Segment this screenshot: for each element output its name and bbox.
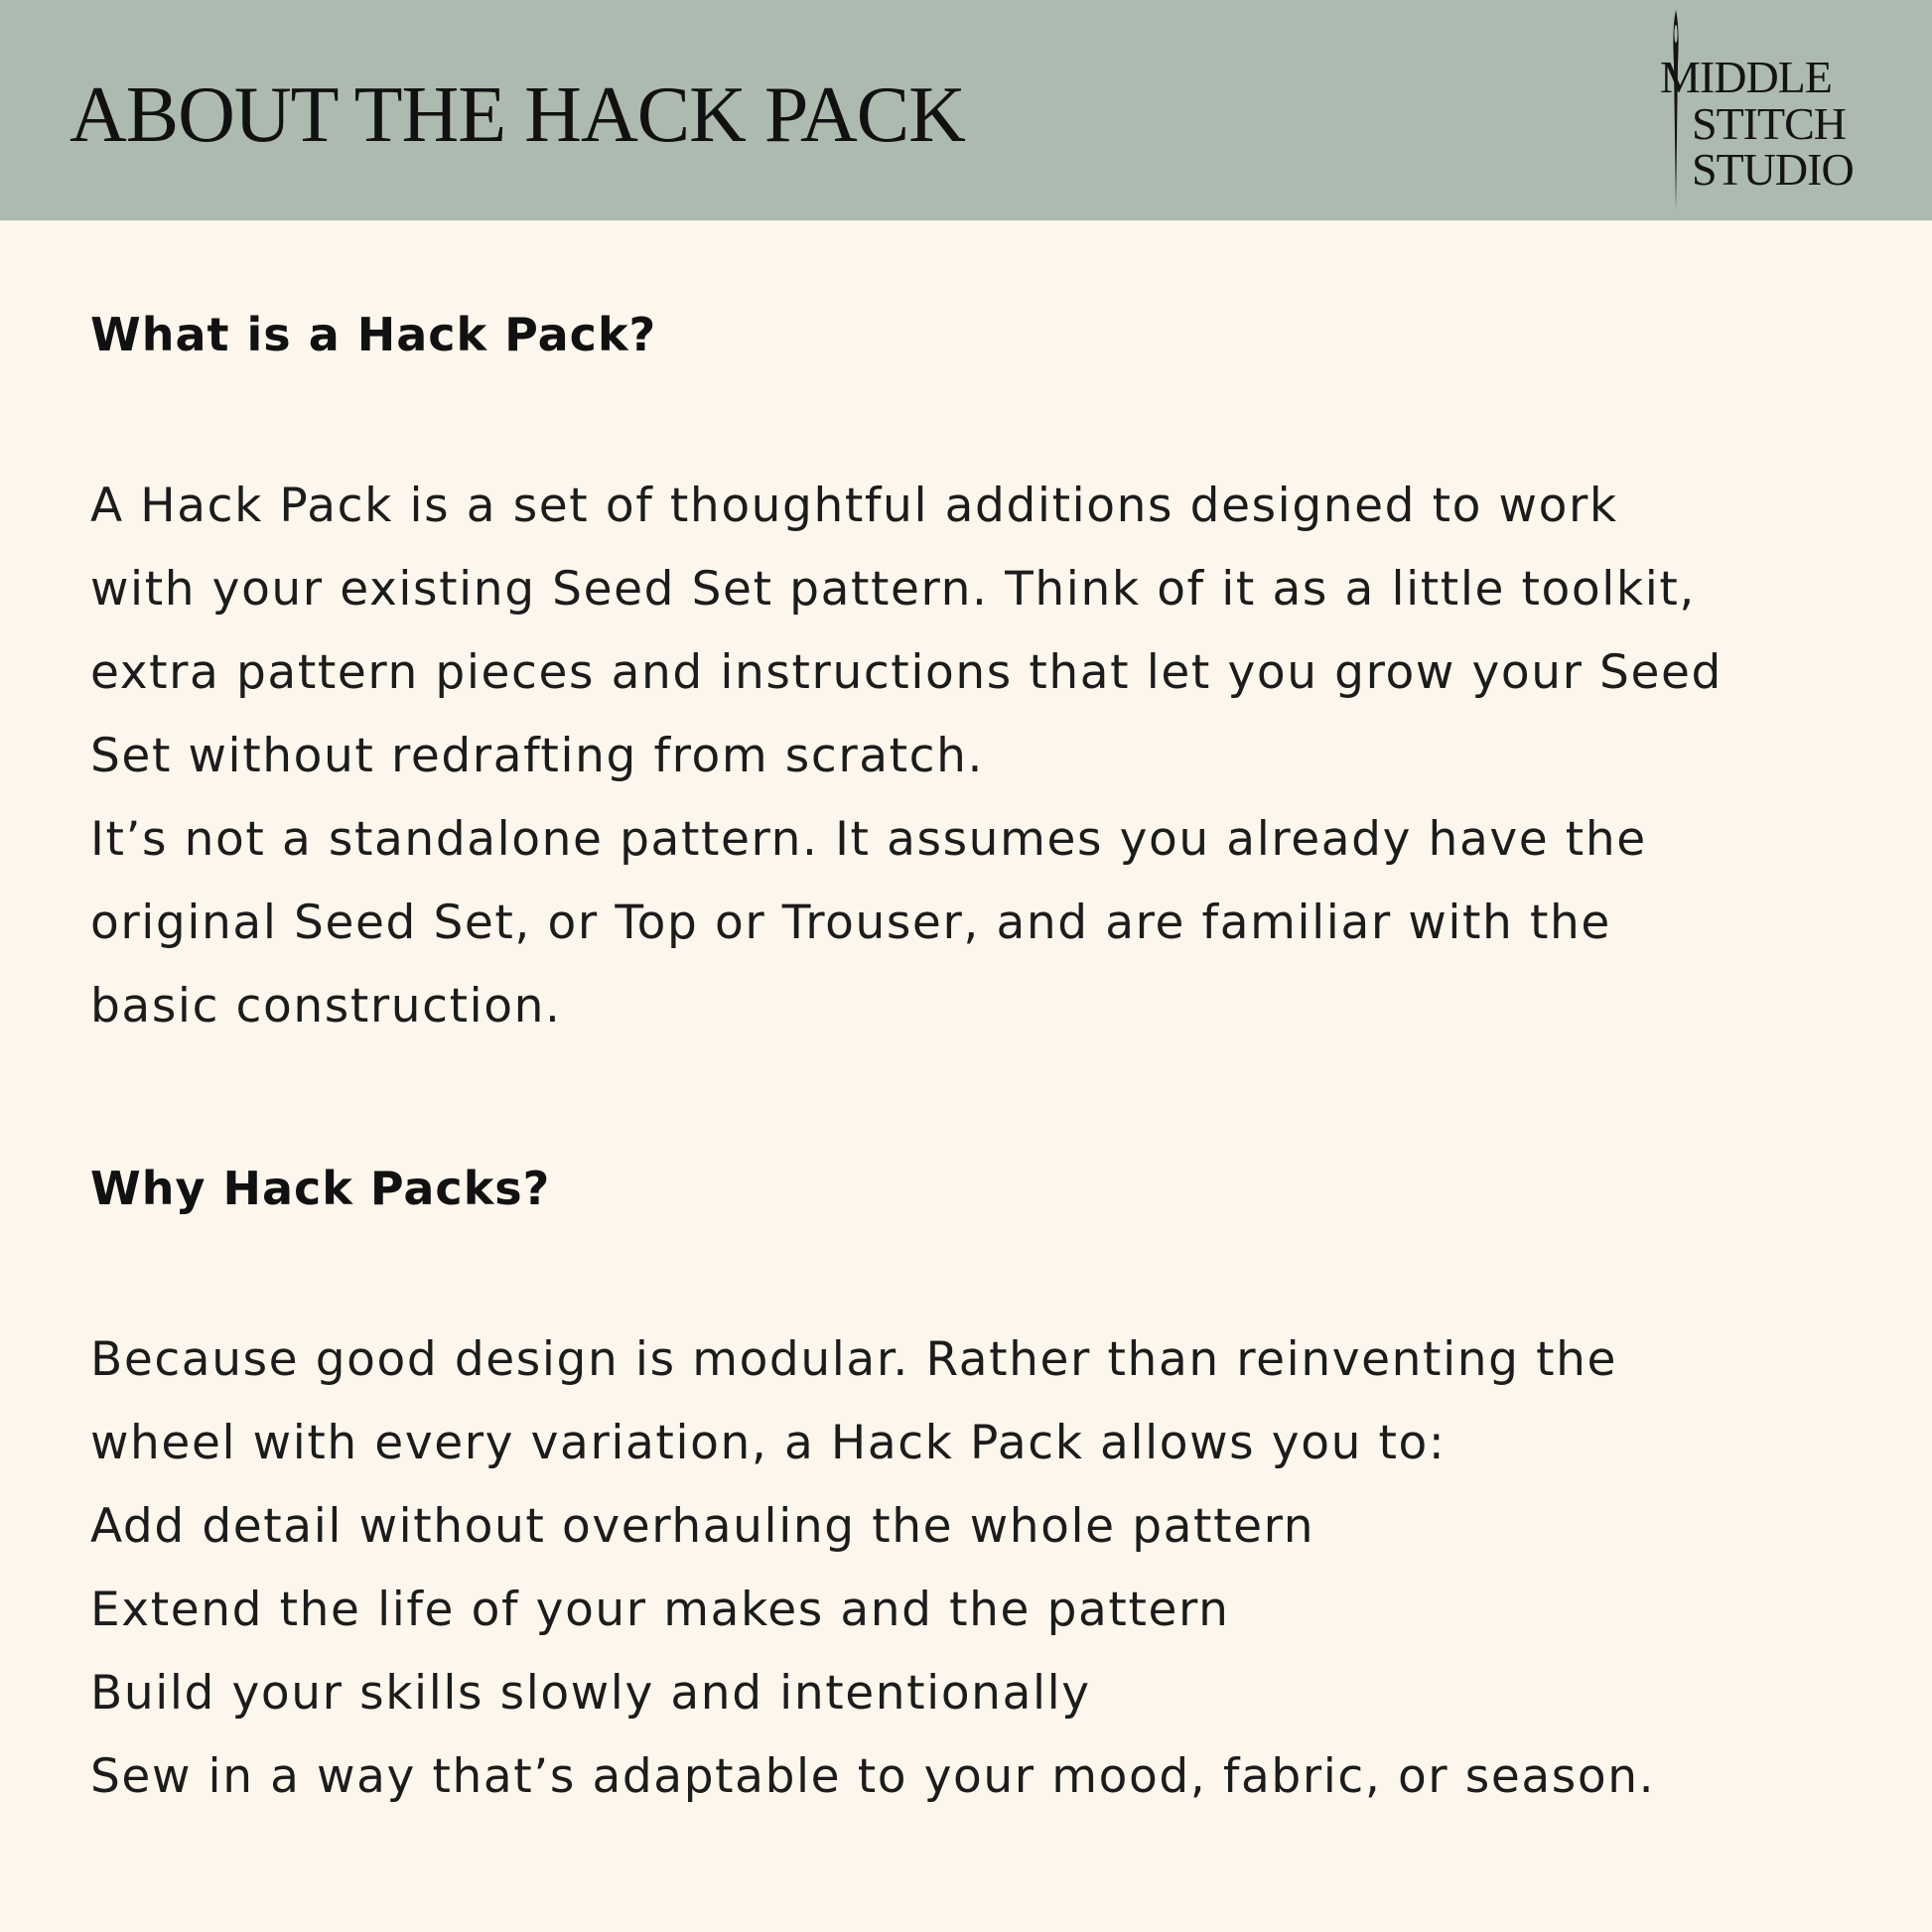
list-item: Sew in a way that’s adaptable to your mood, fabric, or season.: [90, 1749, 1656, 1804]
body-line: with your existing Seed Set pattern. Think of it as a little toolkit,: [90, 562, 1696, 617]
body-line: original Seed Set, or Top or Trouser, and are familiar with the: [90, 896, 1611, 950]
body-line: Because good design is modular. Rather than reinventing the: [90, 1332, 1618, 1387]
body-line: wheel with every variation, a Hack Pack allows you to:: [90, 1416, 1447, 1470]
list-item: Add detail without overhauling the whole pattern: [90, 1499, 1315, 1554]
body-line: basic construction.: [90, 979, 562, 1034]
brand-line-2: STITCH: [1692, 98, 1846, 149]
brand-line-1: MIDDLE: [1660, 52, 1832, 102]
section-what-is: [90, 298, 1877, 1048]
benefits-list: [90, 1485, 1877, 1819]
section-why: [90, 1152, 1877, 1819]
body-line: Set without redrafting from scratch.: [90, 729, 985, 783]
article-body: [90, 298, 1877, 1819]
list-item: Extend the life of your makes and the pattern: [90, 1583, 1230, 1637]
list-item: Build your skills slowly and intentionally: [90, 1666, 1091, 1721]
body-line: It’s not a standalone pattern. It assumes you already have the: [90, 812, 1647, 867]
page-title: ABOUT THE HACK PACK: [69, 71, 965, 159]
section-heading: Why Hack Packs?: [90, 1162, 551, 1215]
brand-line-3: STUDIO: [1692, 144, 1854, 195]
brand-logo: [1656, 4, 1869, 214]
section-heading: What is a Hack Pack?: [90, 308, 657, 361]
body-line: A Hack Pack is a set of thoughtful additions designed to work: [90, 479, 1618, 533]
header-banner: [0, 0, 1932, 220]
body-line: extra pattern pieces and instructions that let you grow your Seed: [90, 645, 1723, 700]
